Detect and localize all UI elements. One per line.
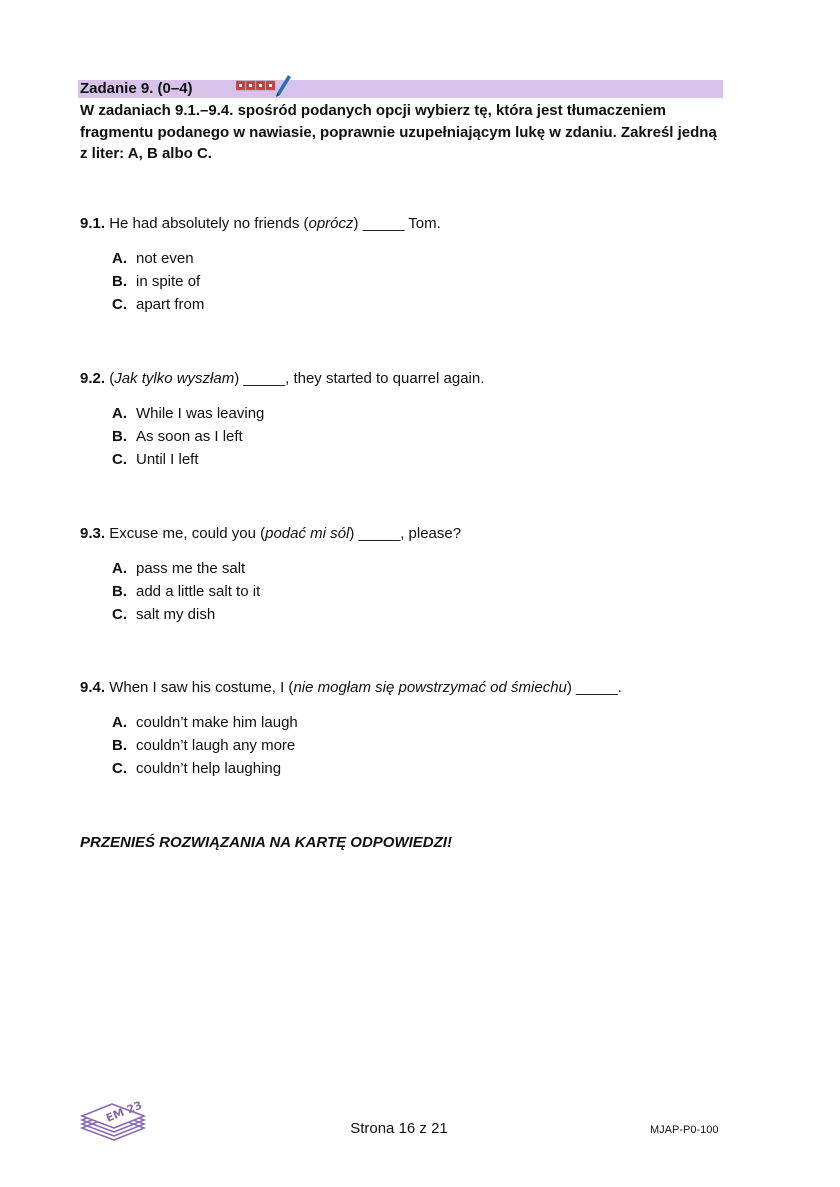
question-stem: 9.1. He had absolutely no friends (oprócz) _____ Tom. — [80, 215, 441, 232]
option-b[interactable]: B. As soon as I left — [112, 428, 243, 446]
question-number: 9.4. — [80, 679, 106, 696]
question-stem: 9.4. When I saw his costume, I (nie mogłam się powstrzymać od śmiechu) _____. — [80, 679, 622, 696]
question-number: 9.2. — [80, 370, 106, 387]
transfer-answers-note: PRZENIEŚ ROZWIĄZANIA NA KARTĘ ODPOWIEDZI! — [80, 834, 452, 851]
option-a[interactable]: A. pass me the salt — [112, 560, 246, 577]
page-number: Strona 16 z 21 — [350, 1120, 448, 1137]
option-c[interactable]: C. salt my dish — [112, 606, 216, 624]
question-9-4 — [80, 679, 730, 781]
answer-options — [80, 557, 730, 627]
option-a[interactable]: A. not even — [112, 250, 194, 267]
option-c[interactable]: C. Until I left — [112, 451, 199, 469]
answer-options — [80, 402, 730, 472]
exercise-type-icon — [236, 73, 296, 97]
logo-text: EM 23 — [104, 1098, 144, 1125]
option-c[interactable]: C. apart from — [112, 296, 205, 314]
question-number: 9.1. — [80, 215, 106, 232]
question-stem: 9.3. Excuse me, could you (podać mi sól) _____, please? — [80, 525, 462, 542]
answer-options — [80, 711, 730, 781]
exam-code: MJAP-P0-100 — [650, 1124, 719, 1136]
task-header-bar — [78, 80, 723, 98]
cke-logo-icon — [78, 1090, 150, 1146]
question-9-3 — [80, 525, 730, 627]
question-9-2 — [80, 370, 730, 472]
task-instruction: W zadaniach 9.1.–9.4. spośród podanych opcji wybierz tę, która jest tłumaczeniem fragmentu podanego w nawiasie, poprawnie uzupełniającym lukę w zdaniu. Zakreśl jedną z liter: A, B albo C. — [80, 102, 717, 162]
task-title: Zadanie 9. (0–4) — [80, 80, 193, 97]
question-number: 9.3. — [80, 525, 106, 542]
option-b[interactable]: B. couldn’t laugh any more — [112, 737, 296, 755]
question-9-1 — [80, 215, 730, 317]
pen-icon — [277, 75, 291, 95]
question-stem: 9.2. (Jak tylko wyszłam) _____, they started to quarrel again. — [80, 370, 485, 387]
answer-options — [80, 247, 730, 317]
option-b[interactable]: B. in spite of — [112, 273, 201, 291]
option-a[interactable]: A. couldn’t make him laugh — [112, 714, 298, 731]
option-b[interactable]: B. add a little salt to it — [112, 583, 261, 601]
option-a[interactable]: A. While I was leaving — [112, 405, 265, 422]
option-c[interactable]: C. couldn’t help laughing — [112, 760, 282, 778]
